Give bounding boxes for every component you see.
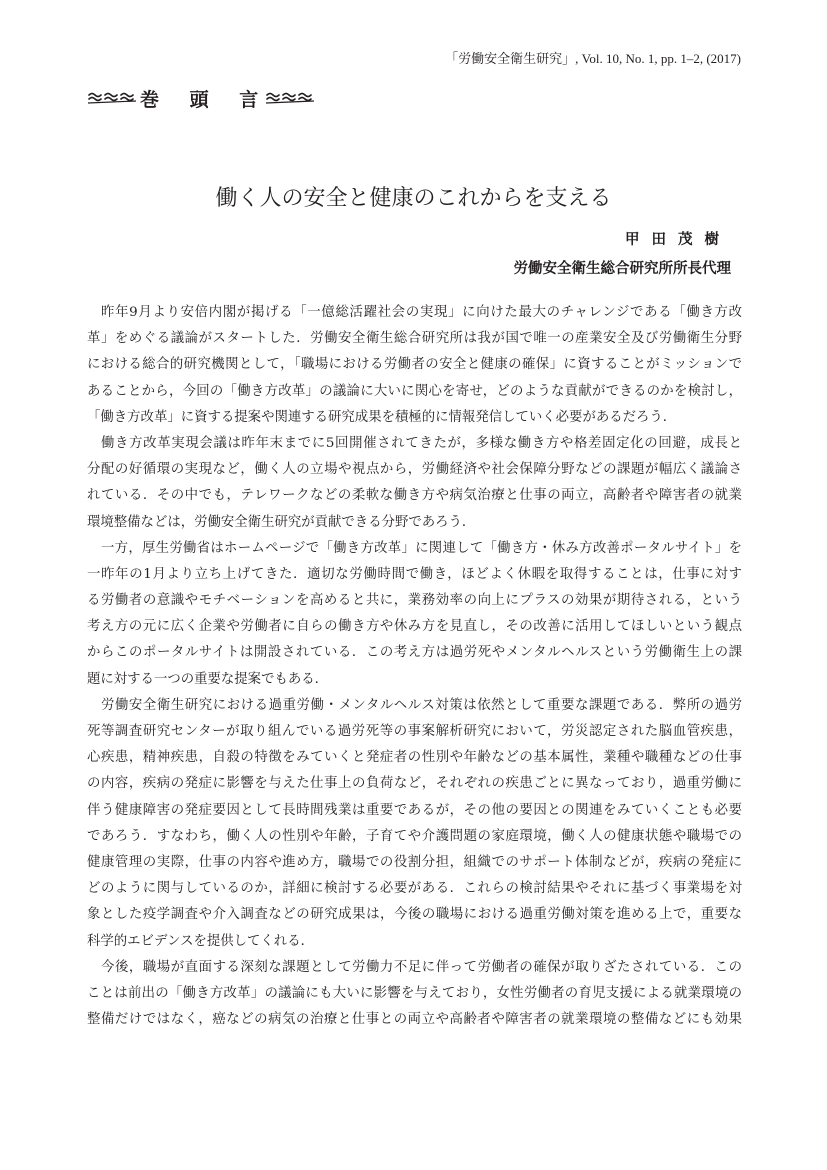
paragraph-line: からこのポータルサイトは開設されている．この考え方は過労死やメンタルヘルスという労働衛生上の課 (87, 645, 742, 661)
paragraph-line: 環境整備などは，労働安全衛生研究が貢献できる分野であろう． (87, 514, 476, 530)
paragraph-line: 象とした疫学調査や介入調査などの研究成果は，今後の職場における過重労働対策を進める上で，重要な (87, 907, 742, 923)
paragraph-line: 「働き方改革」に資する提案や関連する研究成果を積極的に情報発信していく必要があるだろう． (87, 409, 677, 425)
paragraph-line: れている．その中でも，テレワークなどの柔軟な働き方や病気治療と仕事の両立，高齢者や障害者の就業 (87, 488, 742, 504)
paragraph-line: における総合的研究機関として，「職場における労働者の安全と健康の確保」に資することがミッションで (87, 357, 742, 373)
paragraph-line: 整備だけではなく，癌などの病気の治療と仕事との両立や高齢者や障害者の就業環境の整備などにも効果 (87, 1012, 742, 1028)
section-heading (88, 86, 314, 110)
paragraph-line: 一方，厚生労働省はホームページで「働き方改革」に関連して「働き方・休み方改善ポータルサイト」を (101, 540, 742, 556)
section-label: 巻 頭 言 (140, 88, 271, 111)
article-title: 働く人の安全と健康のこれからを支える (215, 185, 612, 211)
paragraph-line: 昨年9月より安倍内閣が掲げる「一億総活躍社会の実現」に向けた最大のチャレンジである「働き方改 (101, 305, 742, 320)
body-paragraph (87, 536, 742, 693)
wave-ornament-left-icon (88, 91, 136, 105)
paragraph-line: 働き方改革実現会議は昨年末までに5回開催されてきたが，多様な働き方や格差固定化の回避，成長と (101, 435, 742, 451)
paragraph-line: ことは前出の「働き方改革」の議論にも大いに影響を与えており，女性労働者の育児支援による就業環境の (87, 985, 742, 1001)
author-affiliation: 労働安全衛生総合研究所所長代理 (513, 261, 731, 277)
paragraph-line: 健康管理の実際，仕事の内容や進め方，職場での役割分担，組織でのサポート体制などが，疾病の発症に (87, 854, 742, 870)
paragraph-line: 一昨年の1月より立ち上げてきた．適切な労働時間で働き，ほどよく休暇を取得することは，仕事に対す (87, 566, 742, 582)
paragraph-line: の内容，疾病の発症に影響を与えた仕事上の負荷など，それぞれの疾患ごとに異なっており，過重労働に (87, 776, 742, 792)
body-paragraph (87, 693, 742, 955)
article-body (87, 300, 742, 1033)
paragraph-line: 分配の好循環の実現など，働く人の立場や視点から，労働経済や社会保障分野などの課題が幅広く議論さ (87, 462, 742, 478)
paragraph-line: 科学的エビデンスを提供してくれる． (87, 933, 314, 949)
paragraph-line: あることから，今回の「働き方改革」の議論に大いに関心を寄せ，どのような貢献ができるのかを検討し， (87, 383, 742, 399)
body-paragraph (87, 955, 742, 1034)
body-paragraph (87, 431, 742, 536)
paragraph-line: であろう．すなわち，働く人の性別や年齢，子育てや介護問題の家庭環境，働く人の健康状態や職場での (87, 828, 742, 844)
wave-ornament-right-icon (266, 91, 314, 105)
paragraph-line: どのように関与しているのか，詳細に検討する必要がある．これらの検討結果やそれに基づく事業場を対 (87, 881, 742, 897)
paragraph-line: 今後，職場が直面する深刻な課題として労働力不足に伴って労働者の確保が取りざたされている．この (101, 959, 742, 975)
paragraph-line: 題に対する一つの重要な提案でもある． (87, 671, 329, 687)
paragraph-line: 考え方の元に広く企業や労働者に自らの働き方や休み方を見直し，その改善に活用してほしいという観点 (87, 619, 742, 635)
journal-citation: 「労働安全衛生研究」, Vol. 10, No. 1, pp. 1–2, (2017) (445, 51, 741, 66)
paragraph-line: 革」をめぐる議論がスタートした．労働安全衛生総合研究所は我が国で唯一の産業安全及び労働衛生分野 (87, 331, 742, 347)
paragraph-line: 労働安全衛生研究における過重労働・メンタルヘルス対策は依然として重要な課題である．弊所の過労 (101, 697, 742, 713)
paragraph-line: る労働者の意識やモチベーションを高めると共に，業務効率の向上にプラスの効果が期待される，という (87, 593, 742, 609)
body-paragraph (87, 300, 742, 431)
paragraph-line: 心疾患，精神疾患，自殺の特徴をみていくと発症者の性別や年齢などの基本属性，業種や職種などの仕事 (87, 750, 742, 766)
author-name: 甲田茂樹 (625, 232, 731, 248)
paragraph-line: 死等調査研究センターが取り組んでいる過労死等の事案解析研究において，労災認定された脳血管疾患， (87, 724, 742, 739)
paragraph-line: 伴う健康障害の発症要因として長時間残業は重要であるが，その他の要因との関連をみていくことも必要 (87, 802, 742, 818)
